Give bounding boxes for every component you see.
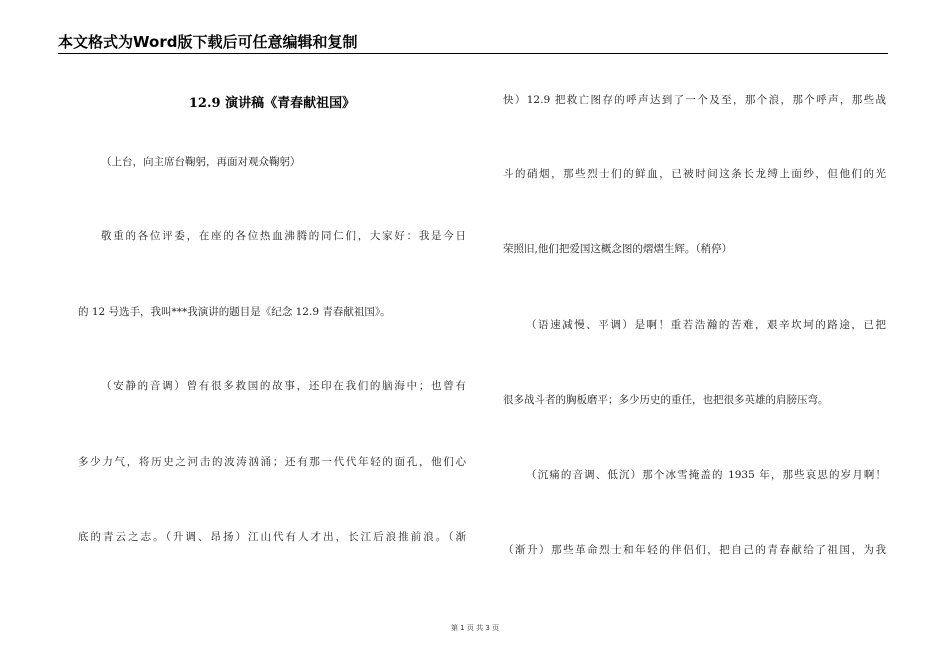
paragraph-line: （渐升）那些革命烈士和年轻的伴侣们，把自己的青春献给了祖国，为我 bbox=[503, 544, 886, 556]
document-title: 12.9 演讲稿《青春献祖国》 bbox=[188, 96, 356, 111]
paragraph-line: 荣照旧,他们把爱国这概念图的熠熠生辉。（稍停） bbox=[503, 243, 733, 255]
paragraph-line: 底的青云之志。（升调、昂扬）江山代有人才出，长江后浪推前浪。（渐 bbox=[78, 531, 466, 543]
page-footer: 第 1 页 共 3 页 bbox=[450, 624, 500, 632]
header-divider bbox=[58, 53, 888, 54]
paragraph-line: （语速减慢、平调）是啊！重若浩瀚的苦难，艰辛坎坷的路途，已把 bbox=[526, 319, 886, 331]
document-header: 本文格式为Word版下载后可任意编辑和复制 bbox=[58, 33, 358, 51]
paragraph-line: 斗的硝烟，那些烈士们的鲜血，已被时间这条长龙缚上面纱，但他们的光 bbox=[503, 168, 886, 180]
paragraph-line: 的 12 号选手，我叫***我演讲的题目是《纪念 12.9 青春献祖国》。 bbox=[78, 306, 391, 318]
paragraph-line: 多少力气，将历史之河击的波涛汹涌；还有那一代代年轻的面孔，他们心 bbox=[78, 456, 466, 468]
paragraph-line: （沉痛的音调、低沉）那个冰雪掩盖的 1935 年，那些哀思的岁月啊！ bbox=[526, 469, 886, 481]
paragraph-line: 很多战斗者的胸板磨平；多少历史的重任，也把很多英雄的肩膀压弯。 bbox=[503, 394, 829, 406]
paragraph-line: 敬重的各位评委，在座的各位热血沸腾的同仁们，大家好：我是今日 bbox=[101, 230, 466, 242]
paragraph-line: （安静的音调）曾有很多救国的故事，还印在我们的脑海中；也曾有 bbox=[101, 380, 466, 392]
paragraph-line: 快）12.9 把救亡图存的呼声达到了一个及至，那个浪，那个呼声，那些战 bbox=[503, 94, 886, 106]
paragraph-line: （上台，向主席台鞠躬，再面对观众鞠躬） bbox=[101, 156, 301, 168]
